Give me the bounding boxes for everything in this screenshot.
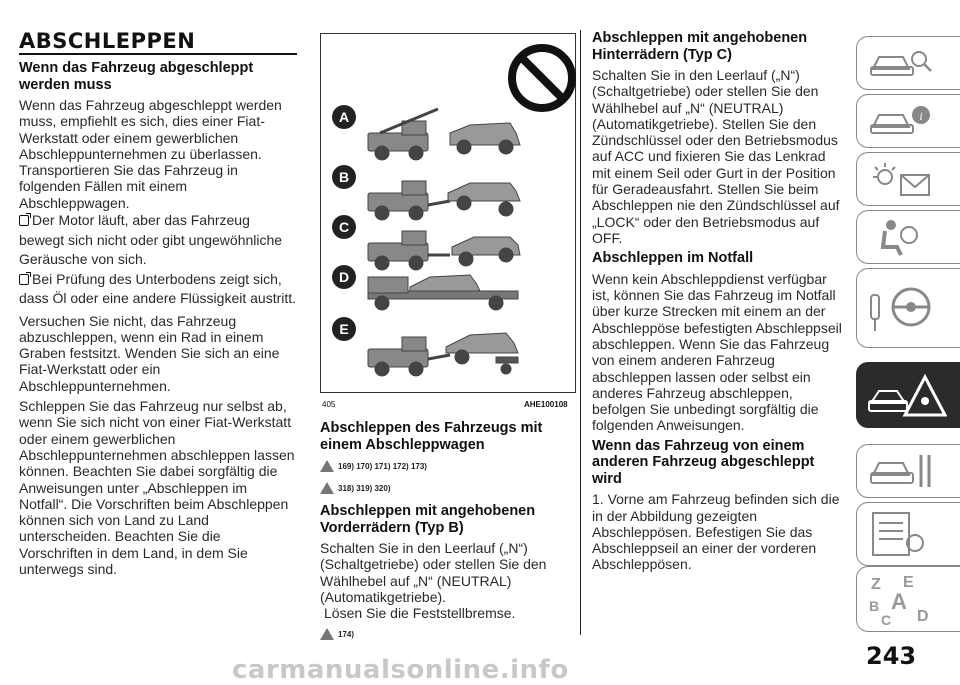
car-info-icon xyxy=(867,101,937,141)
watermark: carmanualsonline.info xyxy=(232,655,569,685)
tab-airbag-seat[interactable] xyxy=(856,210,960,264)
paragraph: 1. Vorne am Fahrzeug befinden sich die in der Abbildung gezeigten Abschleppösen. Befestigen Sie das Abschleppseil an einer der vorderen Abschleppösen. xyxy=(592,491,840,573)
towing-figure xyxy=(320,33,576,393)
svg-text:B: B xyxy=(869,598,880,614)
tab-breakdown[interactable] xyxy=(856,362,960,428)
left-column xyxy=(19,30,297,577)
car-search-icon xyxy=(867,43,937,83)
section-heading: Wenn das Fahrzeug von einem anderen Fahrzeug abgeschleppt wird xyxy=(592,437,815,487)
figure-code: AHE100108 xyxy=(524,400,568,409)
figure-number: 405 xyxy=(322,400,336,409)
checkbox-bullet-icon xyxy=(19,215,29,226)
airbag-seat-icon xyxy=(867,217,937,257)
bullet-item: Der Motor läuft, aber das Fahrzeug bewegt sich nicht oder gibt ungewöhnliche Geräusche von sich. xyxy=(19,212,283,268)
svg-text:D: D xyxy=(917,608,929,625)
paragraph: Schalten Sie in den Leerlauf („N“) (Schaltgetriebe) oder stellen Sie den Wählhebel auf „N“ (NEUTRAL) (Automatikgetriebe). Stellen Sie den Zündschlüssel oder den Betriebsmodus auf ACC und fixieren Sie das Lenkrad mit einem Seil oder Gurt in der Position für Geradeausfahrt. Stellen Sie beim Abschleppen nie den Zündschlüssel auf „LOCK“ oder den Betriebsmodus auf OFF. xyxy=(592,67,840,246)
section-heading: Abschleppen mit angehobenen Hinterrädern (Typ C) xyxy=(592,30,808,63)
section-heading: Abschleppen des Fahrzeugs mit einem Abschleppwagen xyxy=(320,420,543,453)
section-heading: Abschleppen im Notfall xyxy=(592,250,754,267)
steering-wheel-key-icon xyxy=(867,275,937,341)
caution-triangle-icon xyxy=(320,482,334,494)
tab-steering-wheel-key[interactable] xyxy=(856,268,960,348)
figure-label-d: D xyxy=(332,265,356,289)
tab-car-info[interactable] xyxy=(856,94,960,148)
section-heading: Wenn das Fahrzeug abgeschleppt werden muss xyxy=(19,60,254,93)
figure-label-a: A xyxy=(332,105,356,129)
tab-index[interactable] xyxy=(856,566,960,632)
svg-text:i: i xyxy=(919,109,923,123)
paragraph: Schleppen Sie das Fahrzeug nur selbst ab, wenn Sie sich nicht von einer Fiat-Werkstatt oder einem gewerblichen Abschleppunternehmen abschleppen lassen können. Beachten Sie dabei sorgfältig die Anweisungen unter „Abschleppen im Notfall“. Die Vorschriften beim Abschleppen können sich von Land zu Land unterscheiden. Beachten Sie die Vorschriften in dem Land, in dem Sie unterwegs sind. xyxy=(19,398,295,578)
svg-text:E: E xyxy=(903,574,914,591)
warning-triangle-icon xyxy=(320,460,334,472)
paragraph: Schalten Sie in den Leerlauf („N“) (Schaltgetriebe) oder stellen Sie den Wählhebel auf „N“ (NEUTRAL) (Automatikgetriebe). xyxy=(320,540,547,605)
breakdown-warning-icon xyxy=(867,369,947,423)
tab-car-service[interactable] xyxy=(856,444,960,498)
car-service-icon xyxy=(867,451,937,491)
section-heading: Abschleppen mit angehobenen Vorderrädern (Typ B) xyxy=(320,503,536,536)
svg-text:Z: Z xyxy=(871,576,881,593)
paragraph: Versuchen Sie nicht, das Fahrzeug abzuschleppen, wenn ein Rad in einem Graben festsitzt. Wenden Sie sich an eine Fiat-Werkstatt oder ein Abschleppunternehmen. xyxy=(19,312,280,394)
bullet-item: Bei Prüfung des Unterbodens zeigt sich, dass Öl oder eine andere Flüssigkeit austritt. xyxy=(19,270,297,307)
caution-reference: 318) 319) 320) xyxy=(320,479,576,497)
warning-reference: 174) xyxy=(320,625,576,643)
checkbox-bullet-icon xyxy=(19,274,29,285)
paragraph: Wenn das Fahrzeug abgeschleppt werden muss, empfiehlt es sich, dies einer Fiat-Werkstatt oder einem gewerblichen Abschleppunternehmen zu überlassen. Transportieren Sie das Fahrzeug in folgenden Fällen mit einem Abschleppwagen. xyxy=(19,97,282,211)
warning-lights-icon xyxy=(867,159,937,199)
technical-data-icon xyxy=(867,509,937,559)
svg-text:C: C xyxy=(881,612,892,628)
page-title: ABSCHLEPPEN xyxy=(19,29,196,53)
figure-label-c: C xyxy=(332,215,356,239)
middle-column xyxy=(320,420,576,643)
towing-illustration xyxy=(320,33,576,393)
tab-warning-lights[interactable] xyxy=(856,152,960,206)
figure-label-b: B xyxy=(332,165,356,189)
page-number: 243 xyxy=(866,642,917,670)
tab-technical-data[interactable] xyxy=(856,502,960,566)
title-rule xyxy=(19,53,297,58)
paragraph: Wenn kein Abschleppdienst verfügbar ist, können Sie das Fahrzeug im Notfall über kurze Strecken mit einem an der Abschleppöse befestigten Abschleppseil abschleppen. Wenn Sie das Fahrzeug von einem anderen Fahrzeug abschleppen lassen oder selbst ein anderes Fahrzeug abschleppen, befolgen Sie unbedingt sorgfältig die folgenden Anweisungen. xyxy=(592,270,842,434)
right-column xyxy=(592,30,842,573)
tab-car-search[interactable] xyxy=(856,36,960,90)
warning-triangle-icon xyxy=(320,628,334,640)
svg-text:A: A xyxy=(891,589,907,614)
index-alphabet-icon xyxy=(867,573,947,629)
column-divider xyxy=(580,30,581,635)
figure-label-e: E xyxy=(332,317,356,341)
warning-reference: 169) 170) 171) 172) 173) xyxy=(320,457,576,475)
paragraph: Lösen Sie die Feststellbremse. xyxy=(324,605,516,622)
